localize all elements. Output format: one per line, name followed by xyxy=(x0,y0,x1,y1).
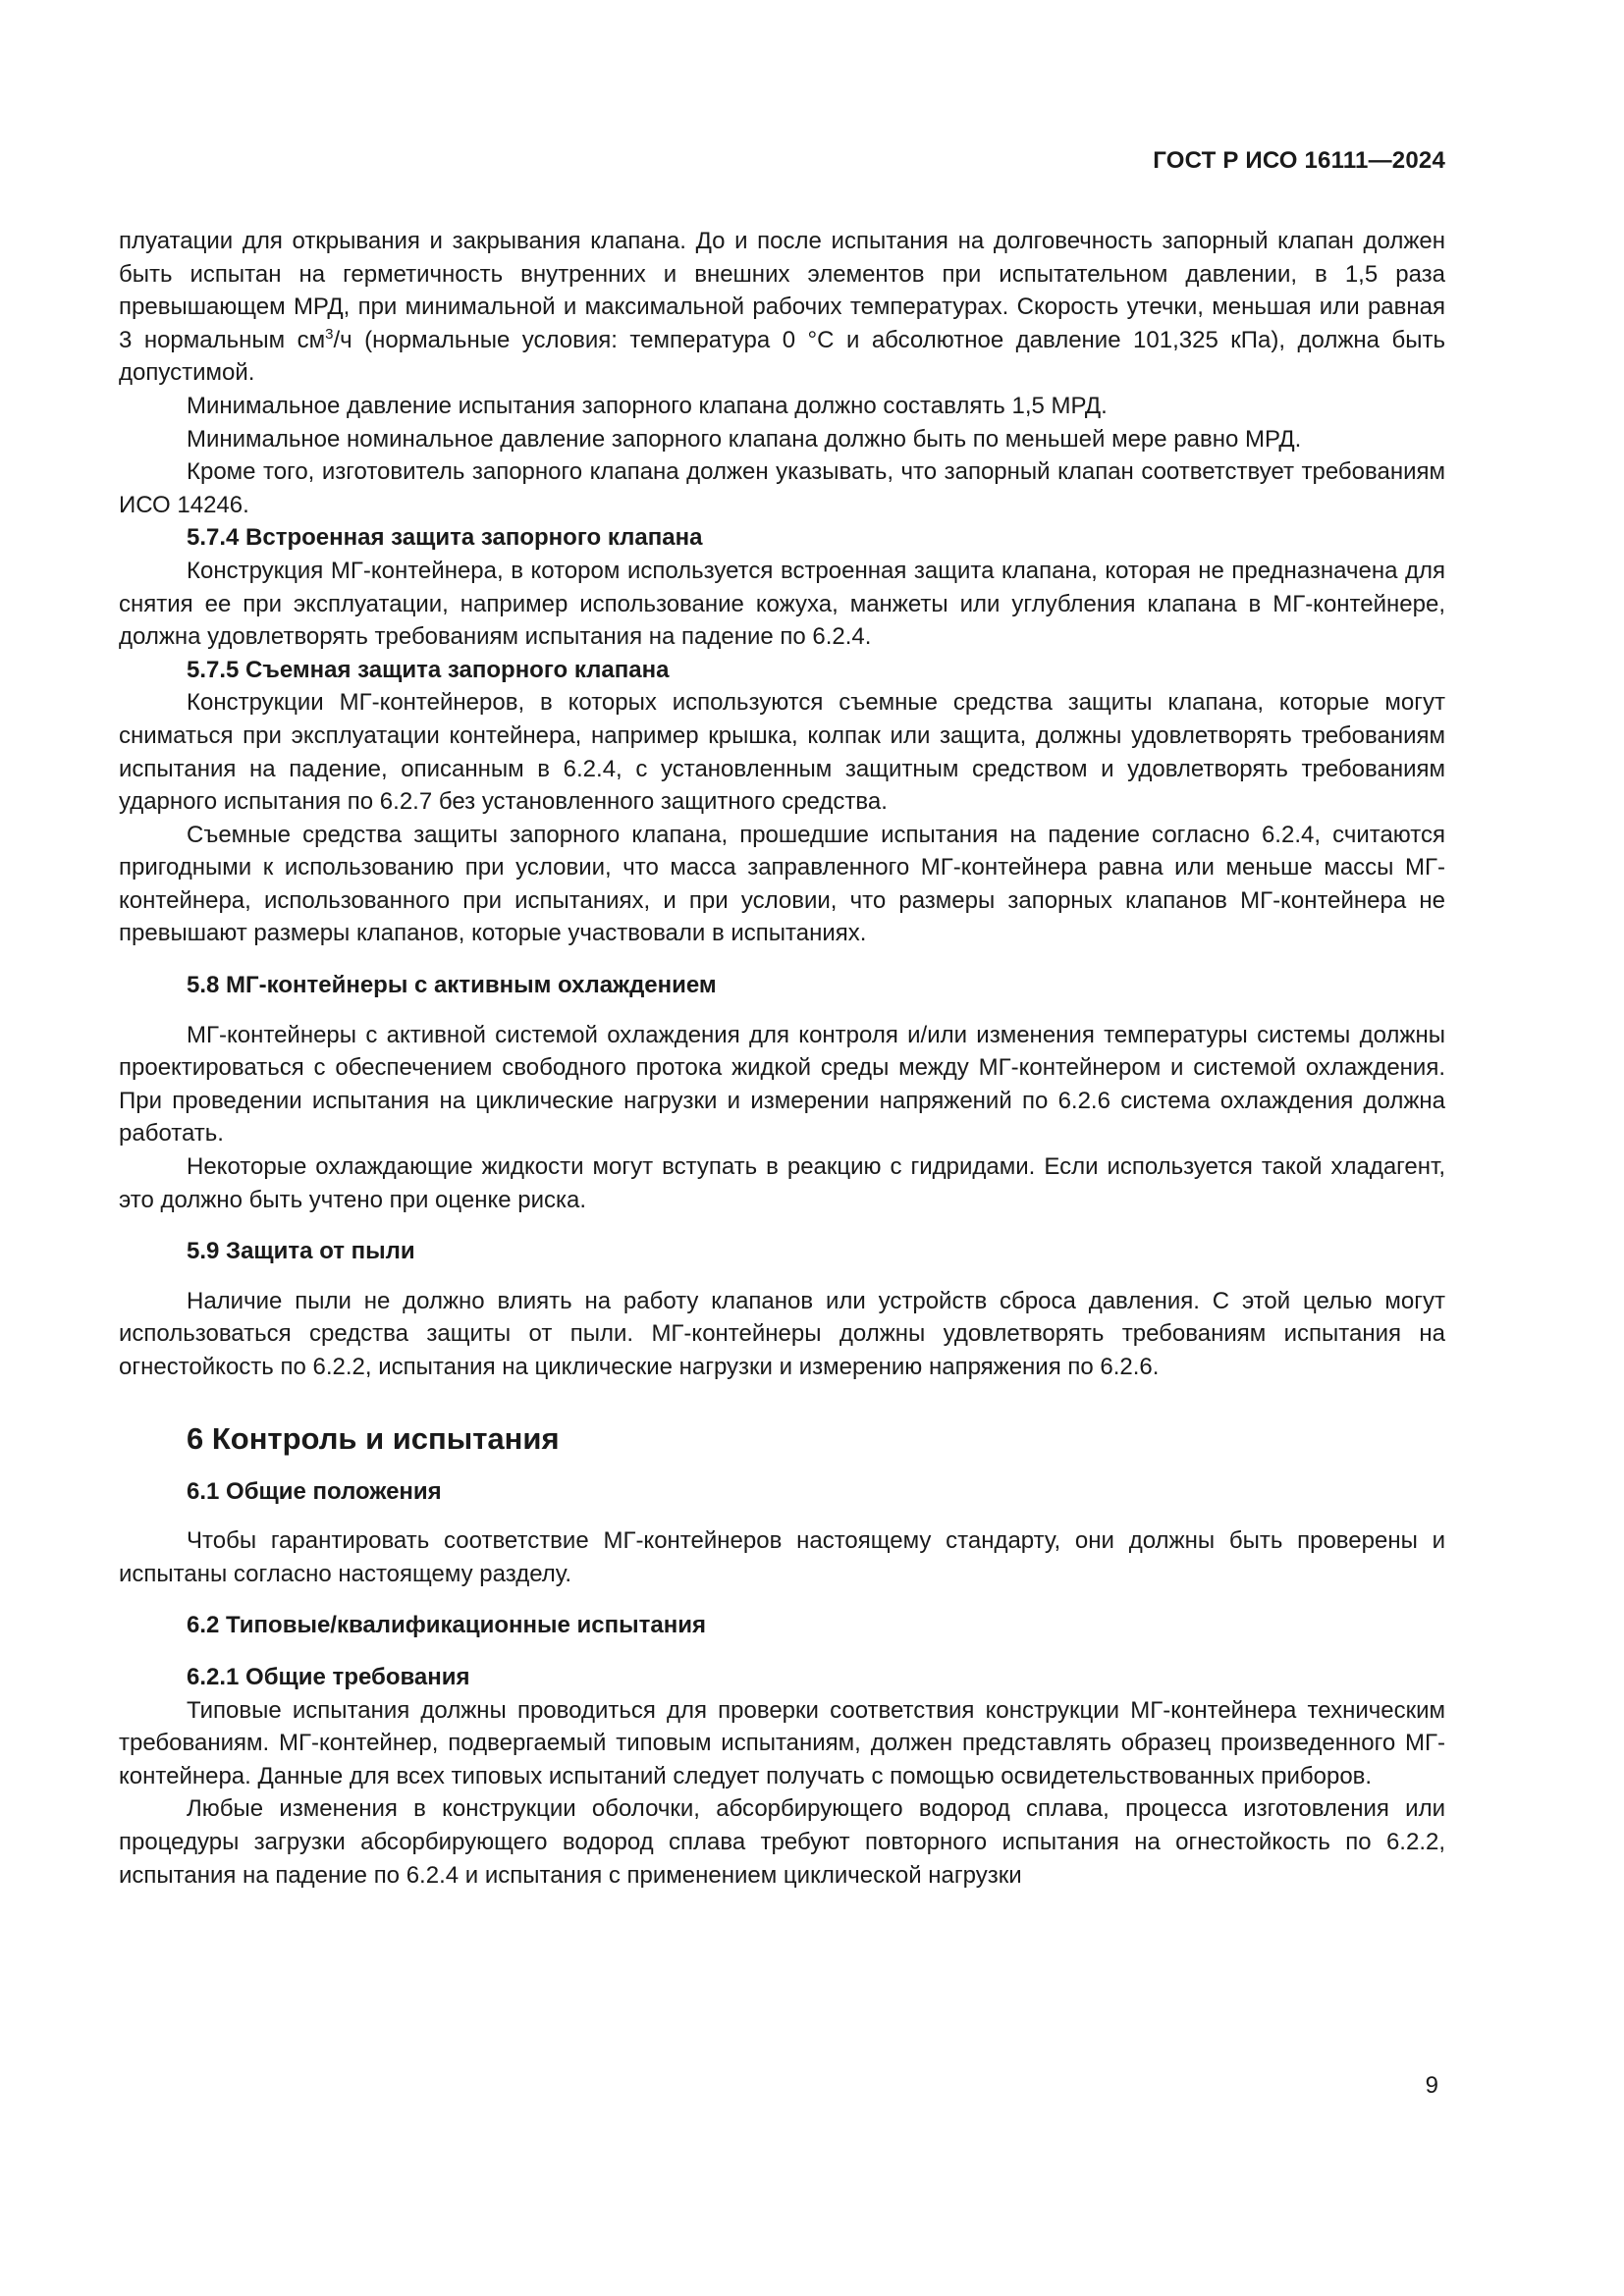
section-heading-6-2: 6.2 Типовые/квалификационные испытания xyxy=(187,1612,706,1639)
paragraph: Кроме того, изготовитель запорного клапана должен указывать, что запорный клапан соответствует требованиям ИСО 14246. xyxy=(119,458,1445,518)
page-content xyxy=(119,225,1445,1892)
paragraph: Минимальное давление испытания запорного клапана должно составлять 1,5 МРД. xyxy=(187,392,1108,419)
subsection-heading-5-7-4: 5.7.4 Встроенная защита запорного клапана xyxy=(187,524,703,552)
page-number: 9 xyxy=(1425,2072,1438,2099)
paragraph: Любые изменения в конструкции оболочки, абсорбирующего водород сплава, процесса изготовления или процедуры загрузки абсорбирующего водород сплава требуют повторного испытания на огнестойкость по 6.2.2, испытания на падение по 6.2.4 и испытания с применением циклической нагрузки xyxy=(119,1795,1445,1889)
subsection-heading-6-2-1: 6.2.1 Общие требования xyxy=(187,1663,470,1690)
paragraph: Конструкция МГ-контейнера, в котором используется встроенная защита клапана, которая не предназначена для снятия ее при эксплуатации, например использование кожуха, манжеты или углубления клапана в МГ-контейнере, должна удовлетворять требованиям испытания на падение по 6.2.4. xyxy=(119,557,1445,651)
paragraph: Некоторые охлаждающие жидкости могут вступать в реакцию с гидридами. Если используется такой хладагент, это должно быть учтено при оценке риска. xyxy=(119,1153,1445,1213)
section-heading-5-8: 5.8 МГ-контейнеры с активным охлаждением xyxy=(187,972,717,999)
paragraph: Конструкции МГ-контейнеров, в которых используются съемные средства защиты клапана, которые могут сниматься при эксплуатации контейнера, например крышка, колпак или защита, должны удовлетворять требованиям испытания на падение, описанным в 6.2.4, с установленным защитным средством и удовлетворять требованиям ударного испытания по 6.2.7 без установленного защитного средства. xyxy=(119,689,1445,816)
chapter-heading-6: 6 Контроль и испытания xyxy=(187,1420,560,1456)
paragraph: Съемные средства защиты запорного клапана, прошедшие испытания на падение согласно 6.2.4, считаются пригодными к использованию при условии, что масса заправленного МГ-контейнера равна или меньше массы МГ-контейнера, использованного при испытаниях, и при условии, что размеры запорных клапанов МГ-контейнера не превышают размеры клапанов, которые участвовали в испытаниях. xyxy=(119,821,1445,947)
paragraph: плуатации для открывания и закрывания клапана. До и после испытания на долговечность запорный клапан должен быть испытан на герметичность внутренних и внешних элементов при испытательном давлении, в 1,5 раза превышающем МРД, при минимальной и максимальной рабочих температурах. Скорость утечки, меньшая или равная 3 нормальным $см^3/ч$ (нормальные условия: температура 0 °С и абсолютное давление 101,325 кПа), должна быть допустимой. xyxy=(119,228,1445,387)
paragraph: Минимальное номинальное давление запорного клапана должно быть по меньшей мере равно МРД. xyxy=(187,425,1302,453)
paragraph: Чтобы гарантировать соответствие МГ-контейнеров настоящему стандарту, они должны быть проверены и испытаны согласно настоящему разделу. xyxy=(119,1527,1445,1587)
superscript: 3 xyxy=(325,325,334,343)
section-heading-5-9: 5.9 Защита от пыли xyxy=(187,1238,415,1265)
document-header: ГОСТ Р ИСО 16111—2024 xyxy=(1153,147,1445,174)
section-heading-6-1: 6.1 Общие положения xyxy=(187,1477,442,1505)
paragraph: Наличие пыли не должно влиять на работу клапанов или устройств сброса давления. С этой целью могут использоваться средства защиты от пыли. МГ-контейнеры должны удовлетворять требованиям испытания на огнестойкость по 6.2.2, испытания на циклические нагрузки и измерению напряжения по 6.2.6. xyxy=(119,1287,1445,1380)
paragraph: Типовые испытания должны проводиться для проверки соответствия конструкции МГ-контейнера техническим требованиям. МГ-контейнер, подвергаемый типовым испытаниям, должен представлять образец произведенного МГ-контейнера. Данные для всех типовых испытаний следует получать с помощью освидетельствованных приборов. xyxy=(119,1696,1445,1789)
subsection-heading-5-7-5: 5.7.5 Съемная защита запорного клапана xyxy=(187,656,670,683)
paragraph: МГ-контейнеры с активной системой охлаждения для контроля и/или изменения температуры системы должны проектироваться с обеспечением свободного протока жидкой среды между МГ-контейнером и системой охлаждения. При проведении испытания на циклические нагрузки и измерении напряжений по 6.2.6 система охлаждения должна работать. xyxy=(119,1021,1445,1148)
